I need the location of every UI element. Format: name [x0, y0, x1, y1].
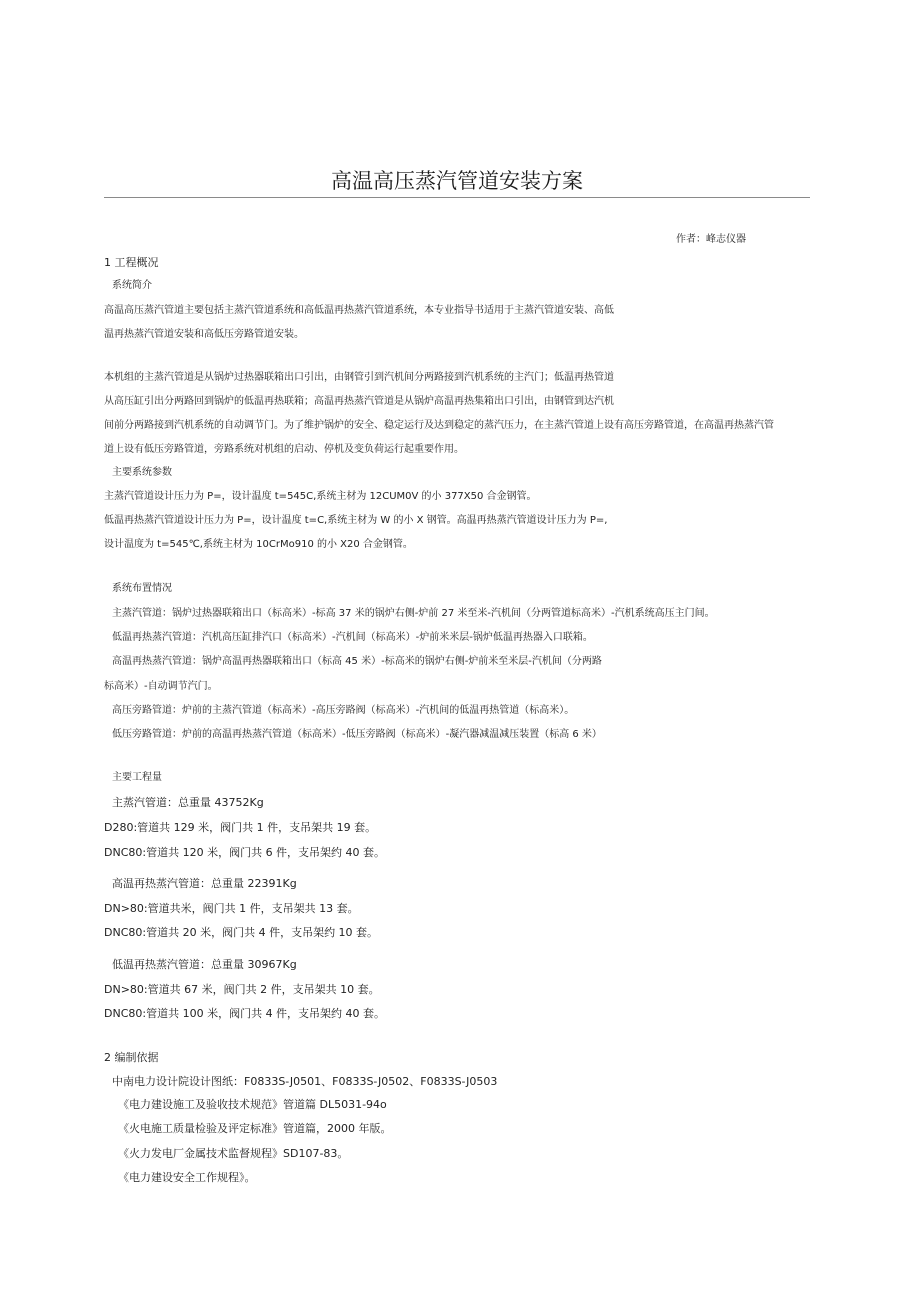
parameter-line: 设计温度为 t=545℃,系统主材为 10CrMo910 的小 X20 合金钢管。	[104, 539, 413, 550]
quantity-line: D280:管道共 129 米，阀门共 1 件，支吊架共 19 套。	[104, 821, 377, 834]
quantity-group-title: 高温再热蒸汽管道：总重量 22391Kg	[112, 877, 297, 890]
paragraph-line: 从高压缸引出分两路回到锅炉的低温再热联箱；高温再热蒸汽管道是从锅炉高温再热集箱出口引出，由钢管到达汽机	[104, 396, 614, 407]
layout-line: 低温再热蒸汽管道：汽机高压缸排汽口（标高米）-汽机间（标高米）-炉前米米层-锅炉低温再热器入口联箱。	[112, 632, 593, 643]
quantity-line: DN>80:管道共米，阀门共 1 件，支吊架共 13 套。	[104, 902, 359, 915]
reference-line: 《火电施工质量检验及评定标准》管道篇，2000 年版。	[118, 1122, 392, 1135]
quantity-line: DN>80:管道共 67 米，阀门共 2 件，支吊架共 10 套。	[104, 983, 380, 996]
paragraph-line: 本机组的主蒸汽管道是从锅炉过热器联箱出口引出，由钢管引到汽机间分两路接到汽机系统的主汽门；低温再热管道	[104, 372, 614, 383]
paragraph-line: 间前分两路接到汽机系统的自动调节门。为了维护锅炉的安全、稳定运行及达到稳定的蒸汽压力，在主蒸汽管道上设有高压旁路管道，在高温再热蒸汽管	[104, 420, 774, 431]
parameter-line: 低温再热蒸汽管道设计压力为 P=，设计温度 t=C,系统主材为 W 的小 X 钢管。高温再热蒸汽管道设计压力为 P=,	[104, 515, 608, 526]
paragraph-line: 温再热蒸汽管道安装和高低压旁路管道安装。	[104, 329, 304, 340]
layout-line: 低压旁路管道：炉前的高温再热蒸汽管道（标高米）-低压旁路阀（标高米）-凝汽器减温减压装置（标高 6 米）	[112, 729, 602, 740]
subheading-quantities: 主要工程量	[112, 772, 162, 783]
subheading-layout: 系统布置情况	[112, 583, 172, 594]
paragraph-line: 道上设有低压旁路管道，旁路系统对机组的启动、停机及变负荷运行起重要作用。	[104, 444, 464, 455]
layout-line: 高压旁路管道：炉前的主蒸汽管道（标高米）-高压旁路阀（标高米）-汽机间的低温再热管道（标高米）。	[112, 705, 575, 716]
subheading-system-intro: 系统简介	[112, 280, 152, 291]
reference-line: 《电力建设安全工作规程》。	[118, 1171, 256, 1184]
reference-line: 《电力建设施工及验收技术规范》管道篇 DL5031-94o	[118, 1098, 387, 1111]
parameter-line: 主蒸汽管道设计压力为 P=，设计温度 t=545C,系统主材为 12CUM0V 的小 377X50 合金钢管。	[104, 491, 537, 502]
quantity-line: DNC80:管道共 20 米，阀门共 4 件，支吊架约 10 套。	[104, 926, 379, 939]
layout-line: 高温再热蒸汽管道：锅炉高温再热器联箱出口（标高 45 米）-标高米的锅炉右侧-炉前米至米层-汽机间（分两路	[112, 656, 602, 667]
quantity-line: DNC80:管道共 120 米，阀门共 6 件，支吊架约 40 套。	[104, 846, 386, 859]
layout-line: 标高米）-自动调节汽门。	[104, 681, 218, 692]
subheading-main-parameters: 主要系统参数	[112, 467, 172, 478]
document-title: 高温高压蒸汽管道安装方案	[104, 168, 810, 198]
section-heading-overview: 1 工程概况	[104, 256, 159, 269]
layout-line: 主蒸汽管道：锅炉过热器联箱出口（标高米）-标高 37 米的锅炉右侧-炉前 27 米至米-汽机间（分两管道标高米）-汽机系统高压主门间。	[112, 608, 715, 619]
quantity-line: DNC80:管道共 100 米，阀门共 4 件，支吊架约 40 套。	[104, 1007, 386, 1020]
quantity-group-title: 低温再热蒸汽管道：总重量 30967Kg	[112, 958, 297, 971]
section-heading-basis: 2 编制依据	[104, 1051, 159, 1064]
reference-line: 中南电力设计院设计图纸：F0833S-J0501、F0833S-J0502、F0833S-J0503	[112, 1075, 498, 1088]
reference-line: 《火力发电厂金属技术监督规程》SD107-83。	[118, 1147, 349, 1160]
author-line: 作者：峰志仪器	[676, 234, 746, 245]
paragraph-line: 高温高压蒸汽管道主要包括主蒸汽管道系统和高低温再热蒸汽管道系统，本专业指导书适用于主蒸汽管道安装、高低	[104, 305, 614, 316]
quantity-group-title: 主蒸汽管道：总重量 43752Kg	[112, 796, 264, 809]
